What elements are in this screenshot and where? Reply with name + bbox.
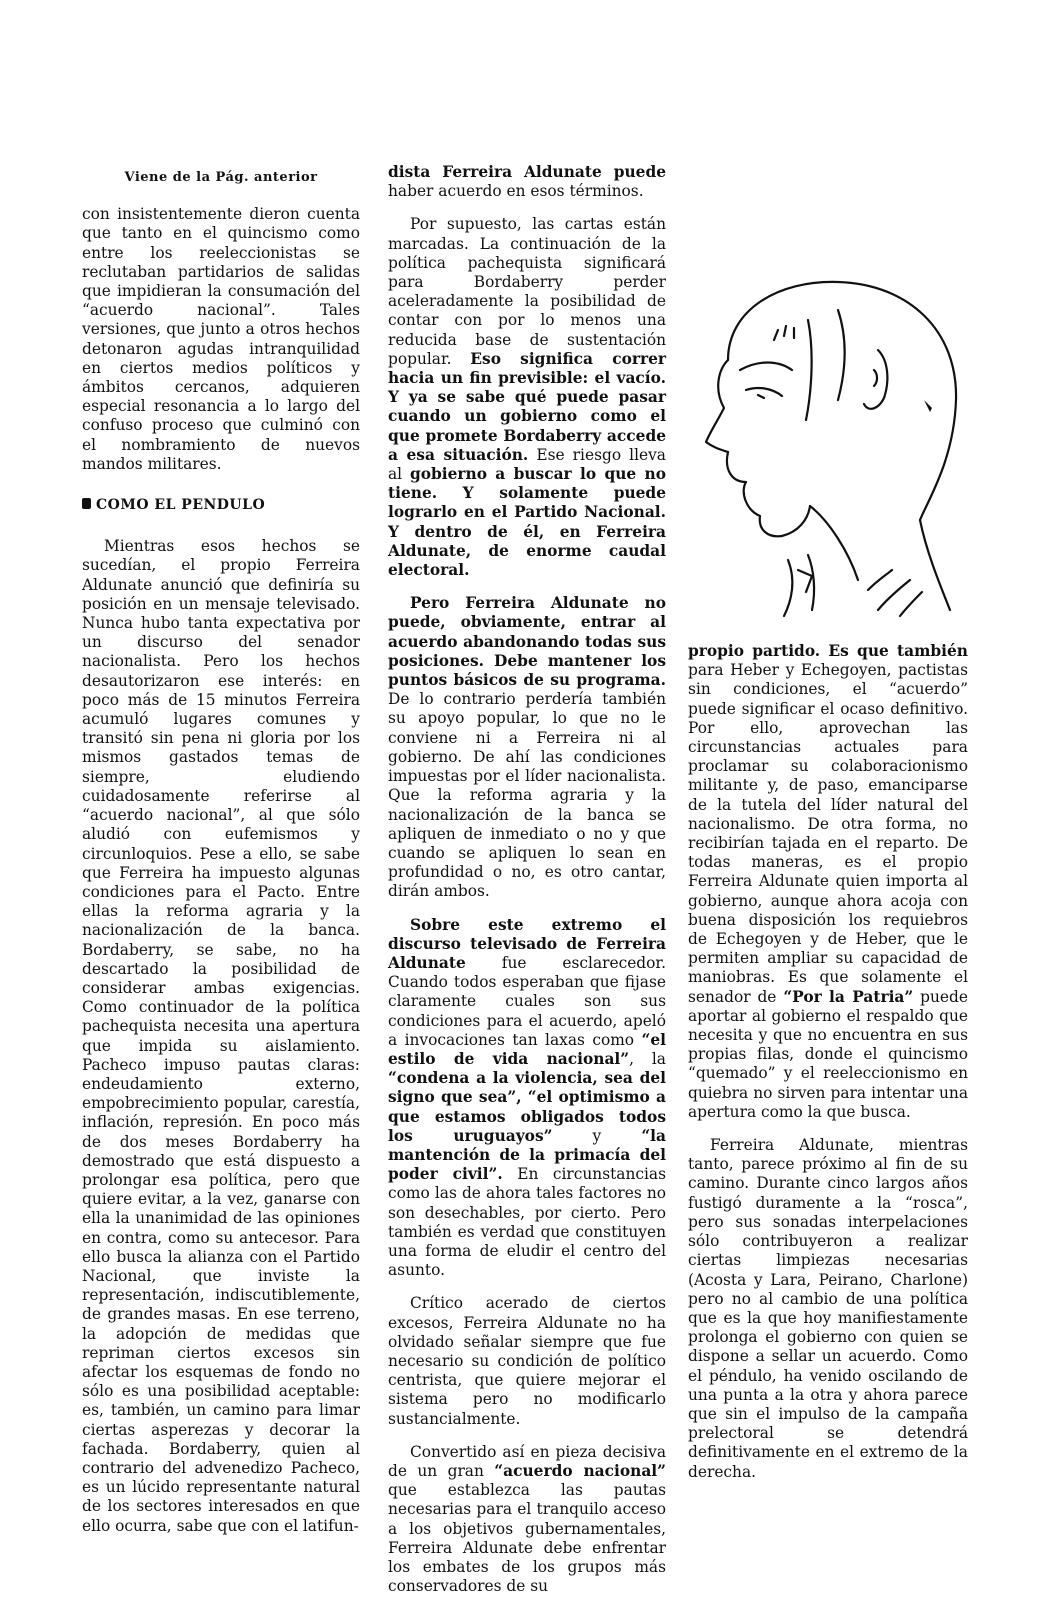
- bullet-icon: [82, 498, 91, 509]
- paragraph: [688, 642, 968, 1122]
- paragraph: Mientras esos hechos se sucedían, el propio Ferreira Aldunate anunció que definiría su posición en un mensaje televisado. Nunca hubo tanta expectativa por un discurso del senador nacionalista. Pero los hechos desautorizaron ese interés: en poco más de 15 minutos Ferreira acumuló lugares comunes y transitó sin pena ni gloria por los mismos gastados temas de siempre, eludiendo cuidadosamente referirse al “acuerdo nacional”, al que sólo aludió con eufemismos y circunloquios. Pese a ello, se sabe que Ferreira ha impuesto algunas condiciones para el Pacto. Entre ellas la reforma agraria y la nacionalización de la banca. Bordaberry, se sabe, no ha descartado la posibilidad de considerar ambas exigencias. Como continuador de la política pachequista necesita una apertura que impida su aislamiento. Pacheco impuso pautas claras: endeudamiento externo, empobrecimiento popular, carestía, inflación, represión. En poco más de dos meses Bordaberry ha demostrado que está dispuesto a prolongar esa política, pero que quiere evitar, a la vez, ganarse con ella la unanimidad de las opiniones en contra, como su antecesor. Para ello busca la alianza con el Partido Nacional, que inviste la representación, indiscutiblemente, de grandes masas. En ese terreno, la adopción de medidas que repriman ciertos excesos sin afectar los esquemas de fondo no sólo es una posibilidad aceptable: es, también, un camino para limar ciertas asperezas y decorar la fachada. Bordaberry, quien al contrario del advenedizo Pacheco, es un lúcido representante natural de los sectores interesados en que ello ocurra, sabe que con el latifun-: [82, 537, 360, 1535]
- bold-text: dista Ferreira Aldunate puede: [388, 163, 666, 181]
- bold-text: propio partido. Es que también: [688, 642, 968, 660]
- portrait-sketch-icon: [688, 220, 980, 640]
- text: De lo contrario perdería también su apoyo popular, lo que no le conviene ni a Ferreira ni al gobierno. De ahí las condiciones impuestas por el líder nacionalista. Que la reforma agraria y la nacionalización de la banca se apliquen de inmediato o no y que cuando se apliquen lo sean en profundidad o no, es otro cantar, dirán ambos.: [388, 690, 666, 901]
- quote-text: “la mantención de la primacía del poder civil”.: [388, 1126, 666, 1184]
- bold-text: Sobre este extremo el discurso televisado de Ferreira Aldunate: [388, 915, 666, 972]
- quote-text: “acuerdo nacional”: [494, 1462, 666, 1480]
- quote-text: “Por la Patria”: [783, 987, 914, 1006]
- text: Por supuesto, las cartas están marcadas. La continuación de la política pachequista significará para Bordaberry perder aceleradamente la posibilidad de contar con por lo menos una reducida base de sustentación popular.: [388, 215, 666, 368]
- text: Ese riesgo lleva al: [388, 445, 666, 484]
- paragraph: [388, 916, 666, 1281]
- text: , la: [629, 1049, 666, 1068]
- quote-text: “condena a la violencia, sea del signo que sea”, “el optimismo a que estamos obligados todos los uruguayos”: [388, 1069, 666, 1145]
- bold-text: Pero Ferreira Aldunate no puede, obviamente, entrar al acuerdo abandonando todas sus posiciones. Debe mantener los puntos básicos de su programa.: [388, 594, 666, 690]
- article-column-2: [388, 163, 666, 1610]
- bold-text: gobierno a buscar lo que no tiene. Y solamente puede lograrlo en el Partido Nacional. Y dentro de él, en Ferreira Aldunate, de enorme caudal electoral.: [388, 465, 666, 580]
- bold-text: Eso significa correr hacia un fin previsible: el vacío. Y ya se sabe qué puede pasar cuando un gobierno como el que promete Bordaberry accede a esa situación.: [388, 349, 666, 464]
- paragraph: [388, 1443, 666, 1597]
- text: para Heber y Echegoyen, pactistas sin condiciones, el “acuerdo” puede significar el ocaso definitivo. Por ello, aprovechan las circunstancias actuales para proclamar su colaboracionismo militante y, de paso, emanciparse de la tutela del líder natural del nacionalismo. De otra forma, no recibirían tajada en el reparto. De todas maneras, es el propio Ferreira Aldunate quien importa al gobierno, aunque ahora acoja con buena disposición los requiebros de Echegoyen y de Heber, que le permiten ampliar su capacidad de maniobras. Es que solamente el senador de: [688, 661, 968, 1006]
- quote-text: “el estilo de vida nacional”: [388, 1030, 666, 1068]
- paragraph: [388, 163, 666, 201]
- text: haber acuerdo en esos términos.: [388, 182, 644, 201]
- paragraph: [388, 594, 666, 901]
- text: que establezca las pautas necesarias para el tranquilo acceso a los objetivos gubernamentales, Ferreira Aldunate debe enfrentar los embates de los grupos más conservadores de su: [388, 1481, 666, 1596]
- text: fue esclarecedor. Cuando todos esperaban que fijase claramente cuales son sus condiciones para el acuerdo, apeló a invocaciones tan laxas como: [388, 953, 666, 1049]
- paragraph: con insistentemente dieron cuenta que tanto en el quincismo como entre los reeleccionistas se reclutaban partidarios de salidas que impidieran la consumación del “acuerdo nacional”. Tales versiones, que junto a otros hechos detonaron agudas intranquilidad en ciertos medios políticos y ámbitos cercanos, adquieren especial resonancia a lo largo del confuso proceso que culminó con el nombramiento de nuevos mandos militares.: [82, 205, 360, 473]
- paragraph: Ferreira Aldunate, mientras tanto, parece próximo al fin de su camino. Durante cinco largos años fustigó duramente a la “rosca”, pero sus sonadas interpelaciones sólo contribuyeron a realizar ciertas limpiezas necesarias (Acosta y Lara, Peirano, Charlone) pero no al cambio de una política que es la que hoy manifiestamente prolonga el gobierno con quien se dispone a sellar un acuerdo. Como el péndulo, ha venido oscilando de una punta a la otra y ahora parece que sin el impulso de la campaña prelectoral se detendrá definitivamente en el extremo de la derecha.: [688, 1136, 968, 1481]
- paragraph: Crítico acerado de ciertos excesos, Ferreira Aldunate no ha olvidado señalar siempre que fue necesario su condición de político centrista, que quiere mejorar el sistema pero no modificarlo sustancialmente.: [388, 1294, 666, 1428]
- continued-from-label: Viene de la Pág. anterior: [124, 170, 318, 185]
- article-column-3: [688, 642, 968, 1496]
- article-column-1: [82, 168, 360, 1550]
- text: Convertido así en pieza decisiva de un gran: [388, 1442, 666, 1480]
- text: y: [552, 1126, 642, 1145]
- section-heading-text: COMO EL PENDULO: [96, 497, 266, 514]
- text: puede aportar al gobierno el respaldo que necesita y que no encuentra en sus propias filas, donde el quincismo “quemado” y el reeleccionismo en quiebra no sirven para intentar una apertura como la que busca.: [688, 987, 968, 1121]
- paragraph: [388, 215, 666, 580]
- section-heading: [82, 496, 360, 515]
- text: En circunstancias como las de ahora tales factores no son desechables, por cierto. Pero también es verdad que constituyen una forma de eludir el centro del asunto.: [388, 1165, 666, 1280]
